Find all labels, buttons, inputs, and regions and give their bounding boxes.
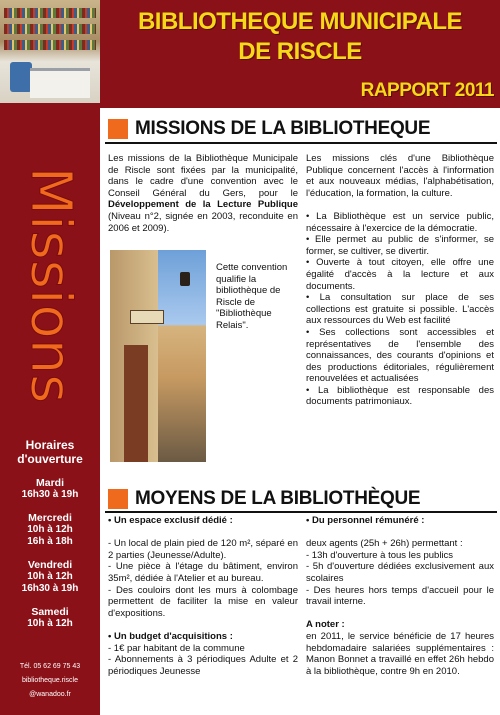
photo-caption: Cette convention qualifie la bibliothèque de Riscle de "Bibliothèque Relais". [216,262,288,331]
staff-title: • Du personnel rémunéré : [306,515,425,526]
missions-heading [108,118,430,140]
bookshelf [4,8,96,18]
time-slot: 10h à 12h [27,571,73,582]
bookshelf [4,24,96,34]
staff-item: - 13h d'ouverture à tous les publics [306,549,454,561]
page-title: DE RISCLE [238,38,362,65]
note-title: A noter : [306,619,345,631]
day-label: Mercredi [28,512,72,524]
library-entrance-photo [110,250,206,462]
door [124,345,148,462]
hours-title: Horaires [25,438,75,452]
day-label: Vendredi [27,559,73,571]
space-item: - Une pièce à l'étage du bâtiment, environ 35m², dédiée à l'Atelier et au bureau. [108,561,298,584]
staff-item: - Des heures hors temps d'accueil pour le travail interne. [306,584,494,608]
mission-bullet: • Ouverte à tout citoyen, elle offre une égalité d'accès à la lecture et aux documents. [306,257,494,292]
mission-bullet: • La consultation sur place de ses collections est gratuite si possible. L'accès aux ressources du Web est facilité [306,292,494,327]
note-text: en 2011, le service bénéficie de 17 heures hebdomadaire salariées supplémentaires : Manon Bonnet a travaillé en effet 26h hebdo à la bibliothèque, contre 9h en 2010. [306,630,494,677]
section-title: MOYENS DE LA BIBLIOTHÈQUE [135,488,421,509]
header-banner [100,0,500,108]
moyens-space-budget [108,515,298,677]
time-slot: 16h à 18h [27,536,73,547]
section-divider [105,142,497,144]
mission-bullet: • Ses collections sont accessibles et représentatives de l'ensemble des connaissances, des courants d'opinions et des productions éditoriales, régulièrement renouvelées et actualisées [306,326,494,385]
opening-hours [0,438,100,630]
missions-vertical-title [4,150,96,420]
phone-number: Tél. 05 62 69 75 43 [19,663,81,670]
intro-bold-text: Développement de la Lecture Publique [108,199,298,211]
orange-square-icon [108,119,128,139]
mission-bullet: • La bibliothèque est responsable des documents patrimoniaux. [306,384,494,408]
mission-bullet: • Elle permet au public de s'informer, se former, se cultiver, se divertir. [306,234,494,257]
bookshelf [4,40,96,50]
chair [10,62,32,92]
hours-title: d'ouverture [17,452,83,466]
page-title: BIBLIOTHEQUE MUNICIPALE [137,8,463,35]
street-lamp [180,272,190,286]
section-divider [105,511,497,513]
day-label: Mardi [35,477,64,489]
day-label: Samedi [31,606,69,618]
email-address: bibliotheque.riscle [21,677,79,684]
time-slot: 16h30 à 19h [21,583,79,594]
section-title: MISSIONS DE LA BIBLIOTHEQUE [135,118,431,139]
library-interior-photo [0,0,100,103]
space-title: • Un espace exclusif dédié : [108,515,233,526]
missions-vertical-text: Missions [18,166,83,404]
moyens-heading [108,488,420,510]
missions-intro-right: Les missions clés d'une Bibliothèque Publique concernent l'accès à l'information et aux nouveaux médias, l'alphabétisation, l'éducation, la formation, la culture. [306,153,494,199]
intro-text: (Niveau n°2, signée en 2003, reconduite en 2006 et 2009). [108,210,298,234]
orange-square-icon [108,489,128,509]
budget-item: - 1€ par habitant de la commune [108,642,245,654]
email-address: @wanadoo.fr [29,691,71,698]
time-slot: 10h à 12h [27,524,73,535]
space-item: - Un local de plain pied de 120 m², séparé en 2 parties (Jeunesse/Adulte). [108,538,298,561]
budget-title: • Un budget d'acquisitions : [108,630,233,642]
library-sign [130,310,164,324]
staff-item: - 5h d'ouverture dédiées exclusivement aux scolaires [306,561,494,584]
missions-intro [108,153,298,234]
mission-bullet: • La Bibliothèque est un service public, nécessaire à l'exercice de la démocratie. [306,210,494,234]
intro-text: Les missions de la Bibliothèque Municipale de Riscle sont fixées par la municipalité, dans le cadre d'une convention avec le Conseil Général du Gers, pour le [108,153,298,199]
time-slot: 10h à 12h [27,618,73,629]
missions-list [306,153,494,408]
report-year: RAPPORT 2011 [360,80,494,101]
contact-info [0,660,100,702]
space-item: - Des couloirs dont les murs à colombage permettent de faciliter la mise en valeur d'expositions. [108,584,298,619]
reading-table [30,68,90,98]
budget-item: - Abonnements à 3 périodiques Adulte et 2 périodiques Jeunesse [108,654,298,677]
moyens-staff [306,515,494,677]
time-slot: 16h30 à 19h [21,489,79,500]
sidebar [0,0,100,715]
staff-intro: deux agents (25h + 26h) permettant : [306,538,463,550]
